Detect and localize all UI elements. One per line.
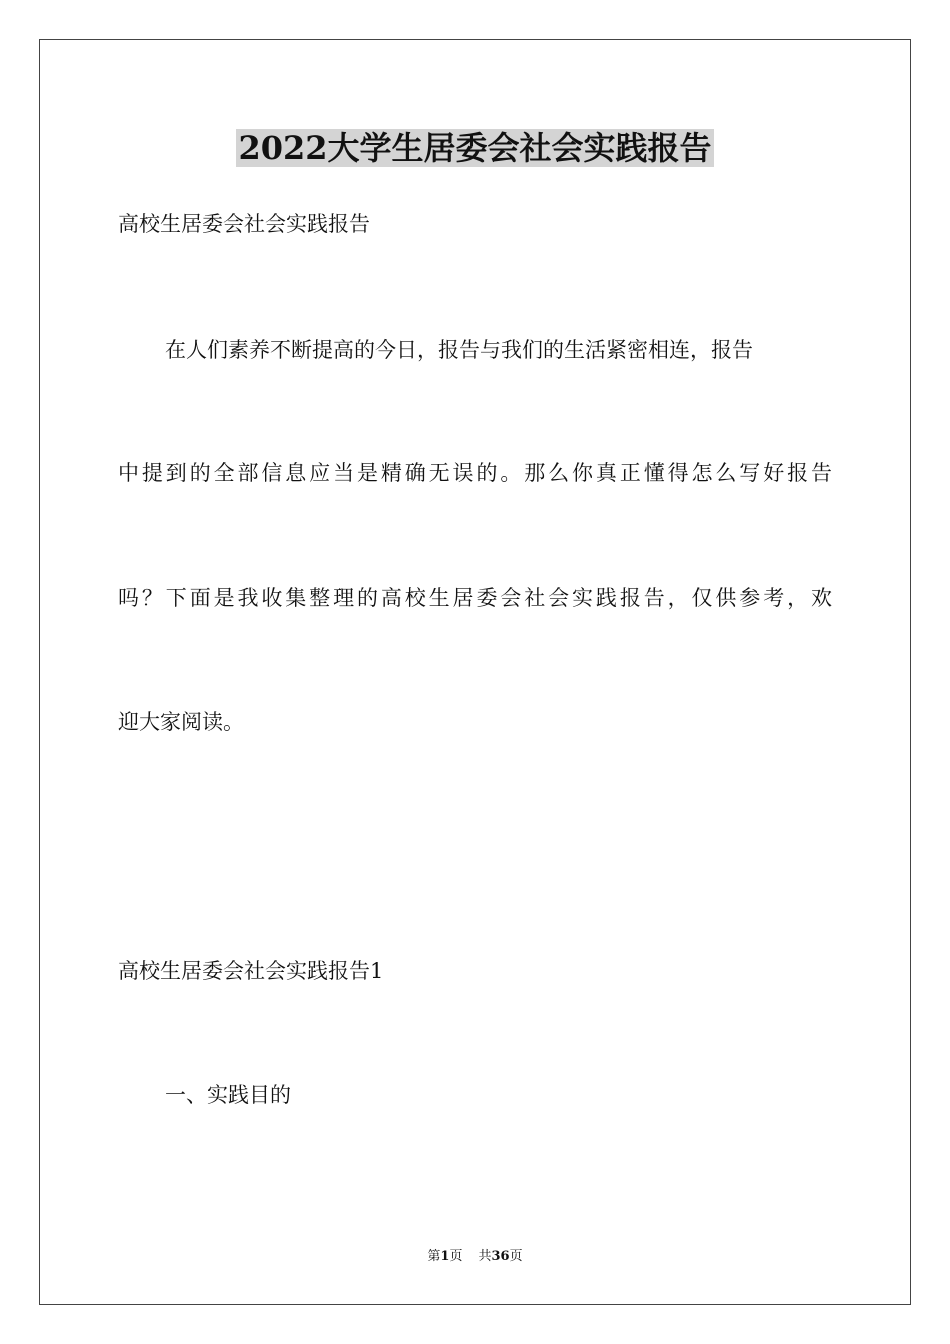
intro-paragraph-line-4: 迎大家阅读。 xyxy=(118,710,244,734)
section-title: 高校生居委会社会实践报告1 xyxy=(118,959,384,983)
intro-paragraph-line-2: 中提到的全部信息应当是精确无误的。那么你真正懂得怎么写好报告 xyxy=(118,461,832,485)
page-footer xyxy=(0,1248,950,1266)
document-title-text: 2022大学生居委会社会实践报告 xyxy=(238,129,712,167)
footer-total-pages: 36 xyxy=(491,1249,510,1264)
intro-paragraph-line-1: 在人们素养不断提高的今日，报告与我们的生活紧密相连，报告 xyxy=(165,338,753,362)
footer-page-suffix: 页 xyxy=(449,1249,463,1264)
footer-page-prefix: 第 xyxy=(427,1249,441,1264)
document-title xyxy=(0,128,950,168)
intro-paragraph-line-3: 吗？下面是我收集整理的高校生居委会社会实践报告，仅供参考，欢 xyxy=(118,586,832,610)
footer-page-number: 1 xyxy=(440,1249,450,1264)
document-subtitle: 高校生居委会社会实践报告 xyxy=(118,212,370,236)
section-heading: 一、实践目的 xyxy=(165,1083,291,1107)
footer-total-suffix: 页 xyxy=(509,1249,523,1264)
footer-total-prefix: 共 xyxy=(478,1249,492,1264)
